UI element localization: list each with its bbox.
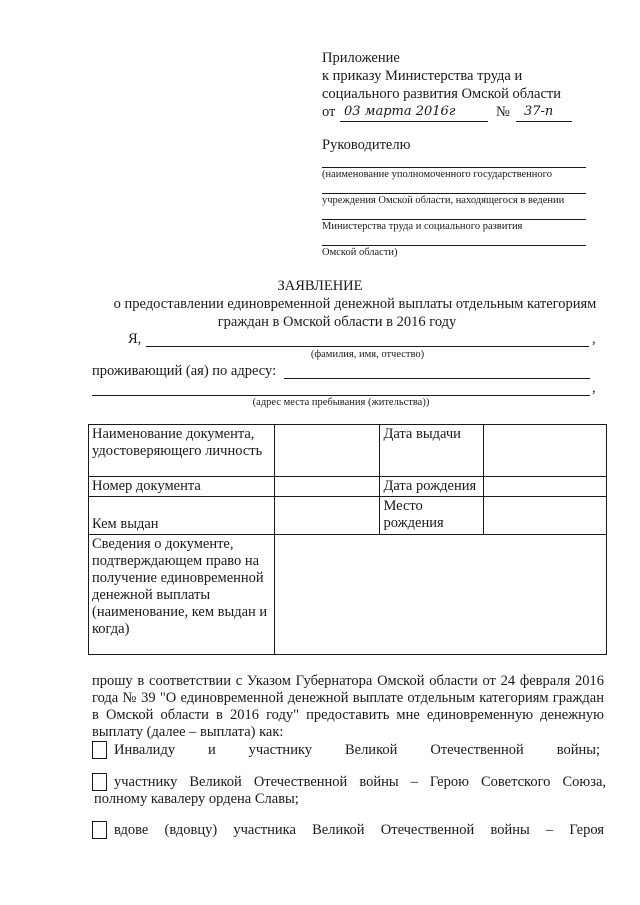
birth-date-label: Дата рождения <box>380 477 484 497</box>
name-hint: (фамилия, имя, отчество) <box>310 349 425 360</box>
address-underline-1[interactable] <box>284 378 590 379</box>
statement-title: ЗАЯВЛЕНИЕ <box>277 278 363 294</box>
recipient-hint-1: (наименование уполномоченного государственного <box>322 169 552 180</box>
recipient-line-1 <box>322 167 586 168</box>
issued-by-value[interactable] <box>274 497 380 535</box>
recipient-line-4 <box>322 245 586 246</box>
issue-date-label: Дата выдачи <box>380 425 484 477</box>
option-1-checkbox[interactable] <box>92 741 107 759</box>
identity-document-table <box>88 424 607 655</box>
address-comma: , <box>592 380 596 396</box>
name-comma: , <box>592 331 596 347</box>
right-document-label: Сведения о документе, подтверждающем право на получение единовременной денежной выплаты (наименование, кем выдан и когда) <box>89 535 275 655</box>
statement-subtitle-2: граждан в Омской области в 2016 году <box>217 314 457 330</box>
birth-place-value[interactable] <box>484 497 607 535</box>
option-2-line-2: полному кавалеру ордена Славы; <box>94 791 299 807</box>
option-3-label: вдове (вдовцу) участника Великой Отечественной войны – Героя <box>114 822 604 838</box>
handwritten-number: 37-п <box>524 104 554 119</box>
date-prefix: от <box>322 104 336 120</box>
number-underline <box>516 121 572 122</box>
statement-subtitle-1: о предоставлении единовременной денежной выплаты отдельным категориям <box>113 296 597 312</box>
handwritten-date: 03 марта 2016г <box>344 104 456 119</box>
issue-date-value[interactable] <box>484 425 607 477</box>
request-paragraph: прошу в соответствии с Указом Губернатора Омской области от 24 февраля 2016 года № 39 "О единовременной денежной выплате отдельным категориям граждан в Омской области в 2016 году" предоставить мне единовременную денежную выплату (далее – выплата) как: <box>92 673 604 740</box>
name-underline[interactable] <box>146 346 589 347</box>
doc-name-label: Наименование документа, удостоверяющего личность <box>89 425 275 477</box>
birth-place-label: Место рождения <box>380 497 484 535</box>
doc-number-value[interactable] <box>274 477 380 497</box>
option-2-checkbox[interactable] <box>92 773 107 791</box>
address-label: проживающий (ая) по адресу: <box>92 363 277 379</box>
option-2-line-1: участнику Великой Отечественной войны – Герою Советского Союза, <box>114 774 606 790</box>
address-underline-2[interactable] <box>92 395 590 396</box>
recipient-hint-3: Министерства труда и социального развития <box>322 221 523 232</box>
recipient-hint-4: Омской области) <box>322 247 398 258</box>
recipient-line-3 <box>322 219 586 220</box>
doc-number-label: Номер документа <box>89 477 275 497</box>
option-1-label: Инвалиду и участнику Великой Отечественной войны; <box>114 742 600 758</box>
right-document-value[interactable] <box>274 535 606 655</box>
i-label: Я, <box>128 331 142 347</box>
option-3-checkbox[interactable] <box>92 821 107 839</box>
issued-by-label: Кем выдан <box>89 497 275 535</box>
doc-name-value[interactable] <box>274 425 380 477</box>
appendix-label: Приложение <box>322 50 400 66</box>
option-2-label <box>94 774 606 808</box>
ministry-name: социального развития Омской области <box>322 86 561 102</box>
order-reference: к приказу Министерства труда и <box>322 68 523 84</box>
date-underline <box>340 121 488 122</box>
recipient-line-2 <box>322 193 586 194</box>
birth-date-value[interactable] <box>484 477 607 497</box>
recipient-hint-2: учреждения Омской области, находящегося в ведении <box>322 195 565 206</box>
recipient-title: Руководителю <box>322 137 411 153</box>
address-hint: (адрес места пребывания (жительства)) <box>252 397 430 408</box>
number-prefix: № <box>496 104 510 120</box>
